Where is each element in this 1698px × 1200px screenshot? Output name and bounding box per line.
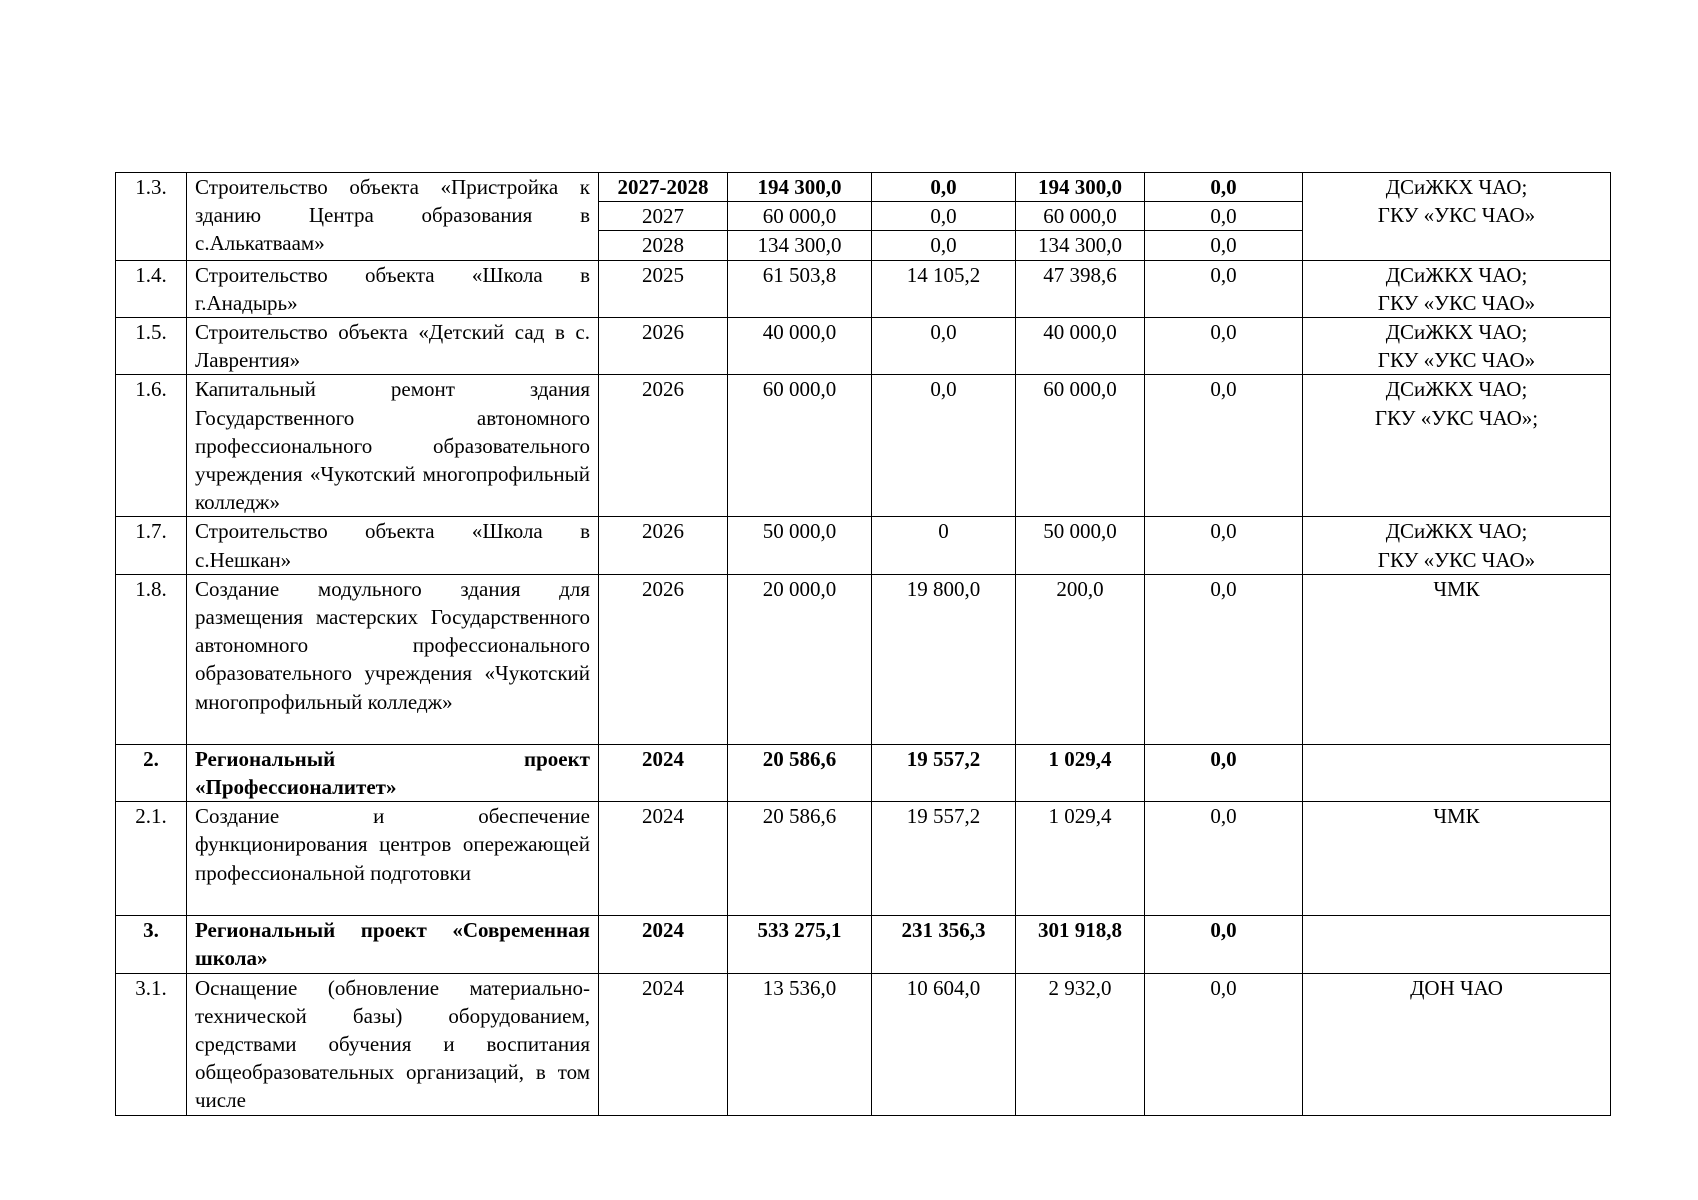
row-regional: 47 398,6 — [1016, 260, 1145, 317]
table-row-1-7 — [116, 517, 1611, 574]
row-description: Капитальный ремонт здания Государственного автономного профессионального образовательного учреждения «Чукотский многопрофильный колледж» — [187, 375, 599, 517]
executor-line-1: ЧМК — [1433, 576, 1480, 601]
table-row-3 — [116, 916, 1611, 973]
row-regional: 2 932,0 — [1016, 973, 1145, 1115]
row-other: 0,0 — [1145, 574, 1303, 744]
row-total: 60 000,0 — [728, 375, 872, 517]
row-other: 0,0 — [1145, 517, 1303, 574]
row-description: Строительство объекта «Школа в с.Нешкан» — [187, 517, 599, 574]
row-other: 0,0 — [1145, 744, 1303, 801]
row-year: 2026 — [599, 318, 728, 375]
row-year: 2025 — [599, 260, 728, 317]
row-description: Оснащение (обновление материально-технической базы) оборудованием, средствами обучения и воспитания общеобразовательных организаций, в том числе — [187, 973, 599, 1115]
row-total: 20 000,0 — [728, 574, 872, 744]
row-regional: 60 000,0 — [1016, 375, 1145, 517]
row-number: 1.5. — [116, 318, 187, 375]
row-year: 2026 — [599, 517, 728, 574]
row-total: 20 586,6 — [728, 744, 872, 801]
row-year: 2024 — [599, 802, 728, 916]
row-total: 60 000,0 — [728, 202, 872, 231]
row-executor — [1303, 802, 1611, 916]
executor-line-1: ДСиЖКХ ЧАО; — [1385, 377, 1528, 402]
row-year: 2024 — [599, 973, 728, 1115]
row-description: Строительство объекта «Детский сад в с. Лаврентия» — [187, 318, 599, 375]
row-description: Региональный проект «Современная школа» — [187, 916, 599, 973]
row-executor — [1303, 517, 1611, 574]
row-total: 13 536,0 — [728, 973, 872, 1115]
table-row-1-6 — [116, 375, 1611, 517]
row-regional: 1 029,4 — [1016, 744, 1145, 801]
row-regional: 60 000,0 — [1016, 202, 1145, 231]
row-year: 2026 — [599, 574, 728, 744]
row-number: 3.1. — [116, 973, 187, 1115]
table-row-1-8 — [116, 574, 1611, 744]
row-total: 134 300,0 — [728, 231, 872, 260]
budget-table — [115, 172, 1611, 1116]
executor-line-1: ЧМК — [1433, 804, 1480, 829]
row-number: 1.4. — [116, 260, 187, 317]
row-year: 2027 — [599, 202, 728, 231]
table-row-1-4 — [116, 260, 1611, 317]
row-executor — [1303, 173, 1611, 261]
row-regional: 50 000,0 — [1016, 517, 1145, 574]
row-executor — [1303, 916, 1611, 973]
row-total: 61 503,8 — [728, 260, 872, 317]
row-executor — [1303, 375, 1611, 517]
table-row-3-1 — [116, 973, 1611, 1115]
row-other: 0,0 — [1145, 916, 1303, 973]
table-row-1-5 — [116, 318, 1611, 375]
row-other: 0,0 — [1145, 375, 1303, 517]
row-other: 0,0 — [1145, 202, 1303, 231]
row-description: Строительство объекта «Школа в г.Анадырь» — [187, 260, 599, 317]
row-total: 194 300,0 — [728, 173, 872, 202]
executor-line-2: ГКУ «УКС ЧАО»; — [1374, 405, 1539, 430]
row-regional: 40 000,0 — [1016, 318, 1145, 375]
executor-line-1: ДСиЖКХ ЧАО; — [1385, 262, 1528, 287]
executor-line-1: ДОН ЧАО — [1410, 975, 1503, 1000]
row-total: 50 000,0 — [728, 517, 872, 574]
row-total: 20 586,6 — [728, 802, 872, 916]
row-number: 1.6. — [116, 375, 187, 517]
row-other: 0,0 — [1145, 973, 1303, 1115]
row-description: Региональный проект «Профессионалитет» — [187, 744, 599, 801]
row-description: Создание модульного здания для размещения мастерских Государственного автономного профессионального образовательного учреждения «Чукотский многопрофильный колледж» — [187, 574, 599, 744]
row-other: 0,0 — [1145, 173, 1303, 202]
row-number: 1.7. — [116, 517, 187, 574]
table-row-1-3 — [116, 173, 1611, 202]
executor-line-1: ДСиЖКХ ЧАО; — [1385, 175, 1528, 199]
row-other: 0,0 — [1145, 231, 1303, 260]
row-federal: 19 557,2 — [872, 802, 1016, 916]
executor-line-2: ГКУ «УКС ЧАО» — [1377, 547, 1536, 572]
row-description: Строительство объекта «Пристройка к зданию Центра образования в с.Алькатваам» — [187, 173, 599, 261]
row-year: 2027-2028 — [599, 173, 728, 202]
row-number: 3. — [116, 916, 187, 973]
row-regional: 134 300,0 — [1016, 231, 1145, 260]
row-year: 2024 — [599, 744, 728, 801]
row-other: 0,0 — [1145, 802, 1303, 916]
row-federal: 0 — [872, 517, 1016, 574]
row-regional: 194 300,0 — [1016, 173, 1145, 202]
row-other: 0,0 — [1145, 318, 1303, 375]
table-row-2 — [116, 744, 1611, 801]
row-number: 1.8. — [116, 574, 187, 744]
row-federal: 231 356,3 — [872, 916, 1016, 973]
row-federal: 0,0 — [872, 375, 1016, 517]
row-executor — [1303, 574, 1611, 744]
row-regional: 1 029,4 — [1016, 802, 1145, 916]
executor-line-2: ГКУ «УКС ЧАО» — [1377, 203, 1536, 228]
row-number: 2. — [116, 744, 187, 801]
executor-line-2: ГКУ «УКС ЧАО» — [1377, 348, 1536, 373]
row-number: 1.3. — [116, 173, 187, 261]
row-total: 533 275,1 — [728, 916, 872, 973]
row-year: 2026 — [599, 375, 728, 517]
row-other: 0,0 — [1145, 260, 1303, 317]
table-row-2-1 — [116, 802, 1611, 916]
row-year: 2024 — [599, 916, 728, 973]
executor-line-2: ГКУ «УКС ЧАО» — [1377, 290, 1536, 315]
row-year: 2028 — [599, 231, 728, 260]
row-federal: 10 604,0 — [872, 973, 1016, 1115]
row-total: 40 000,0 — [728, 318, 872, 375]
row-regional: 301 918,8 — [1016, 916, 1145, 973]
row-federal: 0,0 — [872, 173, 1016, 202]
executor-line-1: ДСиЖКХ ЧАО; — [1385, 519, 1528, 544]
row-number: 2.1. — [116, 802, 187, 916]
row-executor — [1303, 260, 1611, 317]
row-executor — [1303, 744, 1611, 801]
executor-line-1: ДСиЖКХ ЧАО; — [1385, 320, 1528, 345]
row-regional: 200,0 — [1016, 574, 1145, 744]
row-federal: 0,0 — [872, 231, 1016, 260]
row-federal: 0,0 — [872, 318, 1016, 375]
row-executor — [1303, 318, 1611, 375]
row-federal: 19 800,0 — [872, 574, 1016, 744]
row-description: Создание и обеспечение функционирования центров опережающей профессиональной подготовки — [187, 802, 599, 916]
row-executor — [1303, 973, 1611, 1115]
row-federal: 0,0 — [872, 202, 1016, 231]
row-federal: 19 557,2 — [872, 744, 1016, 801]
row-federal: 14 105,2 — [872, 260, 1016, 317]
